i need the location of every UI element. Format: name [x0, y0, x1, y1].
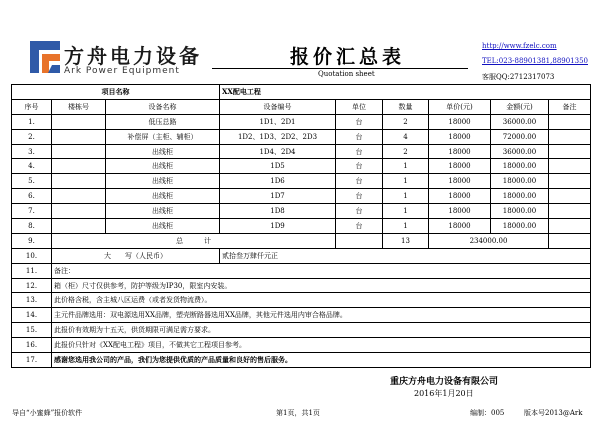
- row-number: 13.: [12, 293, 52, 308]
- remark-text: 备注：: [52, 263, 591, 278]
- row-equipment-name: 出线柜: [106, 204, 220, 219]
- project-value: XX配电工程: [220, 85, 591, 100]
- column-header: 设备名称: [106, 99, 220, 114]
- total-row: [12, 233, 591, 248]
- customer-service-qq: 客服QQ:2712317073: [482, 73, 555, 81]
- row-unit-price: 18000: [429, 219, 491, 234]
- column-header: 楼栋号: [52, 99, 106, 114]
- row-equipment-name: 低压总路: [106, 114, 220, 129]
- row-number: 2.: [12, 129, 52, 144]
- row-quantity: 1: [383, 174, 429, 189]
- row-quantity: 4: [383, 129, 429, 144]
- row-note: [549, 129, 591, 144]
- row-number: 6.: [12, 189, 52, 204]
- row-equipment-name: 出线柜: [106, 144, 220, 159]
- capital-row: [12, 248, 591, 263]
- row-building: [52, 159, 106, 174]
- row-quantity: 1: [383, 204, 429, 219]
- footer-version: 版本号2013@Ark: [524, 409, 583, 417]
- row-quantity: 2: [383, 144, 429, 159]
- column-header: 单位: [336, 99, 383, 114]
- table-row: [12, 204, 591, 219]
- project-row: [12, 85, 591, 100]
- remark-row: [12, 353, 591, 368]
- row-amount: 36000.00: [491, 144, 549, 159]
- row-unit: 台: [336, 189, 383, 204]
- row-note: [549, 204, 591, 219]
- row-number: 15.: [12, 323, 52, 338]
- table-row: [12, 129, 591, 144]
- row-note: [549, 159, 591, 174]
- row-equipment-name: 补偿屏（主柜、辅柜）: [106, 129, 220, 144]
- row-quantity: 2: [383, 114, 429, 129]
- remark-text: 主元件品牌选用：双电源选用XX品牌，塑壳断路器选用XX品牌，其他元件选用内审合格品牌。: [52, 308, 591, 323]
- row-number: 12.: [12, 278, 52, 293]
- row-unit-price: 18000: [429, 114, 491, 129]
- ark-logo-icon: [30, 41, 60, 73]
- remark-text: 此报价有效期为十五天，供货期限可满足需方要求。: [52, 323, 591, 338]
- row-building: [52, 174, 106, 189]
- row-unit-price: 18000: [429, 129, 491, 144]
- row-building: [52, 219, 106, 234]
- row-building: [52, 144, 106, 159]
- table-row: [12, 189, 591, 204]
- capital-value: 贰拾叁万肆仟元正: [220, 248, 591, 263]
- row-equipment-code: 1D9: [220, 219, 336, 234]
- row-unit: 台: [336, 144, 383, 159]
- total-label: 总 计: [52, 233, 336, 248]
- row-unit-price: 18000: [429, 159, 491, 174]
- row-unit-price: 18000: [429, 204, 491, 219]
- row-equipment-code: 1D7: [220, 189, 336, 204]
- remark-text: 此报价只针对《XX配电工程》项目，不做其它工程项目参考。: [52, 338, 591, 353]
- quotation-table: [11, 84, 591, 368]
- column-header: 单价(元): [429, 99, 491, 114]
- signature-date: 2016年1月20日: [414, 389, 474, 398]
- total-note: [549, 233, 591, 248]
- company-logo-name: 方舟电力设备: [64, 44, 202, 68]
- row-building: [52, 114, 106, 129]
- row-unit: 台: [336, 114, 383, 129]
- row-unit: 台: [336, 129, 383, 144]
- project-label: 项目名称: [12, 85, 220, 100]
- row-unit: 台: [336, 219, 383, 234]
- table-row: [12, 144, 591, 159]
- row-equipment-code: 1D5: [220, 159, 336, 174]
- row-amount: 18000.00: [491, 219, 549, 234]
- footer-page: 第1页，共1页: [276, 409, 320, 417]
- row-number: 9.: [12, 233, 52, 248]
- row-equipment-name: 出线柜: [106, 189, 220, 204]
- row-number: 14.: [12, 308, 52, 323]
- row-unit-price: 18000: [429, 144, 491, 159]
- table-row: [12, 174, 591, 189]
- row-building: [52, 189, 106, 204]
- row-number: 1.: [12, 114, 52, 129]
- footer-software: 导自“小蜜蜂”报价软件: [12, 409, 83, 417]
- total-amount: 234000.00: [429, 233, 549, 248]
- row-equipment-name: 出线柜: [106, 159, 220, 174]
- row-quantity: 1: [383, 189, 429, 204]
- row-equipment-code: 1D8: [220, 204, 336, 219]
- table-row: [12, 114, 591, 129]
- total-blank: [336, 233, 383, 248]
- header-row: [12, 99, 591, 114]
- row-note: [549, 174, 591, 189]
- row-amount: 18000.00: [491, 204, 549, 219]
- column-header: 备注: [549, 99, 591, 114]
- row-amount: 36000.00: [491, 114, 549, 129]
- row-number: 10.: [12, 248, 52, 263]
- remark-row: [12, 338, 591, 353]
- row-number: 7.: [12, 204, 52, 219]
- row-amount: 18000.00: [491, 189, 549, 204]
- remark-row: [12, 278, 591, 293]
- row-number: 4.: [12, 159, 52, 174]
- row-equipment-name: 出线柜: [106, 219, 220, 234]
- row-amount: 72000.00: [491, 129, 549, 144]
- page-title: 报价汇总表: [290, 46, 406, 68]
- remark-text: 此价格含税，含主城八区运费（或者发货物流费）。: [52, 293, 591, 308]
- remark-row: [12, 263, 591, 278]
- row-quantity: 1: [383, 219, 429, 234]
- website-link[interactable]: http://www.fzelc.com: [482, 42, 557, 50]
- row-amount: 18000.00: [491, 159, 549, 174]
- row-unit: 台: [336, 159, 383, 174]
- footer-number: 编制：005: [470, 409, 505, 417]
- telephone-link[interactable]: TEL:023-88901381,88901350: [482, 57, 588, 65]
- row-note: [549, 114, 591, 129]
- row-number: 3.: [12, 144, 52, 159]
- company-logo-english: Ark Power Equipment: [64, 66, 180, 76]
- row-unit: 台: [336, 204, 383, 219]
- row-amount: 18000.00: [491, 174, 549, 189]
- remark-row: [12, 293, 591, 308]
- row-unit-price: 18000: [429, 174, 491, 189]
- table-row: [12, 159, 591, 174]
- total-quantity: 13: [383, 233, 429, 248]
- row-number: 11.: [12, 263, 52, 278]
- capital-label: 大 写（人民币）: [52, 248, 220, 263]
- title-underline: [212, 68, 468, 69]
- row-note: [549, 144, 591, 159]
- row-quantity: 1: [383, 159, 429, 174]
- row-equipment-code: 1D4、2D4: [220, 144, 336, 159]
- row-number: 17.: [12, 353, 52, 368]
- column-header: 序号: [12, 99, 52, 114]
- remark-text: 感谢您选用我公司的产品，我们为您提供优质的产品质量和良好的售后服务。: [52, 353, 591, 368]
- column-header: 数量: [383, 99, 429, 114]
- table-row: [12, 219, 591, 234]
- row-building: [52, 204, 106, 219]
- remark-row: [12, 323, 591, 338]
- row-note: [549, 189, 591, 204]
- remark-text: 箱（柜）尺寸仅供参考，防护等级为IP30，限室内安装。: [52, 278, 591, 293]
- row-equipment-code: 1D2、1D3、2D2、2D3: [220, 129, 336, 144]
- row-building: [52, 129, 106, 144]
- row-number: 16.: [12, 338, 52, 353]
- row-equipment-code: 1D1、2D1: [220, 114, 336, 129]
- row-equipment-name: 出线柜: [106, 174, 220, 189]
- row-equipment-code: 1D6: [220, 174, 336, 189]
- row-number: 5.: [12, 174, 52, 189]
- row-number: 8.: [12, 219, 52, 234]
- column-header: 设备编号: [220, 99, 336, 114]
- signature-company: 重庆方舟电力设备有限公司: [390, 377, 499, 387]
- page-subtitle: Quotation sheet: [318, 70, 375, 78]
- row-note: [549, 219, 591, 234]
- remark-row: [12, 308, 591, 323]
- column-header: 金额(元): [491, 99, 549, 114]
- row-unit-price: 18000: [429, 189, 491, 204]
- row-unit: 台: [336, 174, 383, 189]
